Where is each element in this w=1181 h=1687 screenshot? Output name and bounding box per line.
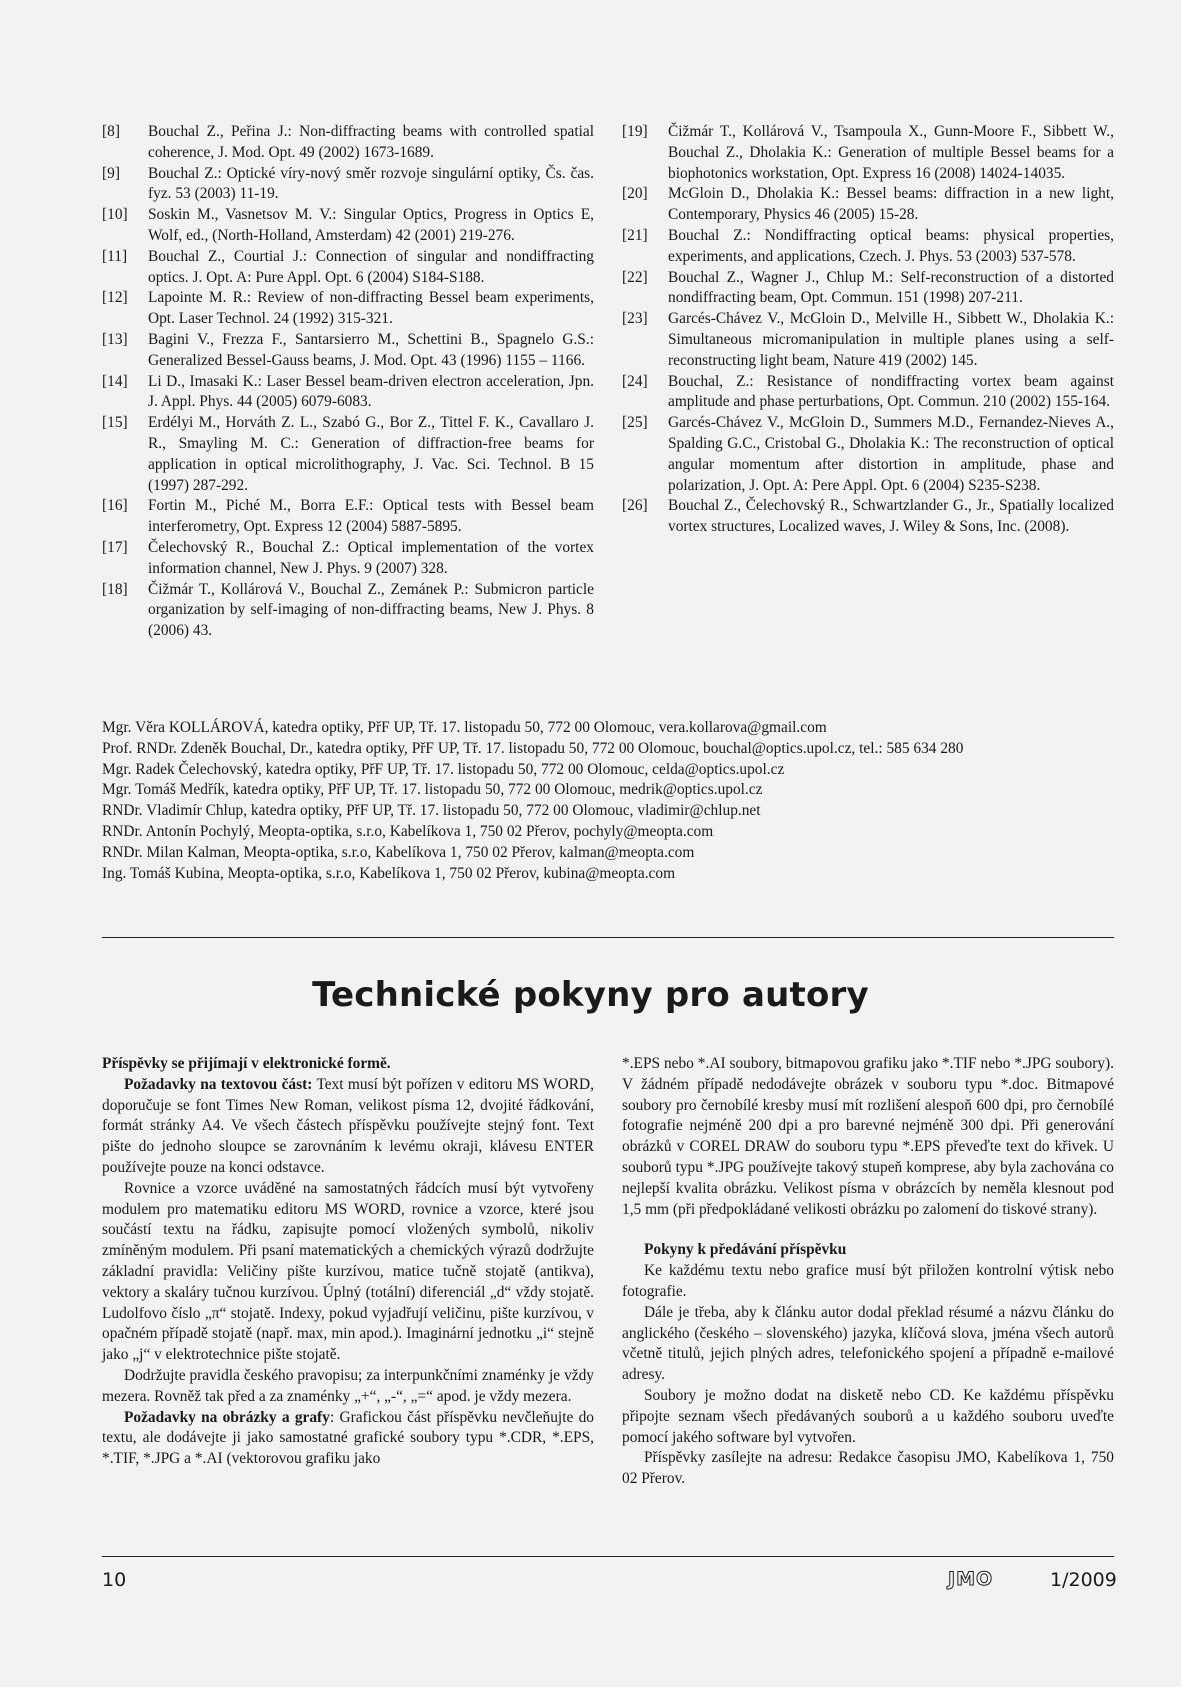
reference-text: Bouchal Z., Courtial J.: Connection of singular and nondiffracting optics. J. Opt. A: Pure Appl. Opt. 6 (2004) S184-S188. [148,247,594,286]
reference-item [622,268,1114,310]
affiliation-line: RNDr. Antonín Pochylý, Meopta-optika, s.r.o, Kabelíkova 1, 750 02 Přerov, pochyly@meopta.com [102,822,714,840]
reference-number: [17] [102,538,128,556]
reference-text: Čižmár T., Kollárová V., Tsampoula X., Gunn-Moore F., Sibbett W., Bouchal Z., Dholakia K.: Generation of multiple Bessel beams for a biophotonics workstation, Opt. Express 16 (2008) 14024-14035. [668,123,1114,182]
reference-text: Bouchal Z., Čelechovský R., Schwartzlander G., Jr., Spatially localized vortex structures, Localized waves, J. Wiley & Sons, Inc. (2008). [668,497,1114,536]
reference-number: [24] [622,372,648,390]
reference-number: [12] [102,289,128,307]
reference-number: [23] [622,310,648,328]
reference-item [622,184,1114,226]
reference-item [102,164,594,206]
reference-number: [26] [622,497,648,515]
reference-number: [22] [622,268,648,286]
reference-item [102,330,594,372]
section-title: Technické pokyny pro autory [312,975,869,1015]
reference-text: Garcés-Chávez V., McGloin D., Summers M.D., Fernandez-Nieves A., Spalding G.C., Cristobal G., Dholakia K.: The reconstruction of optical angular momentum after distortion in amplitude, phase and polarization, J. Opt. A: Pere Appl. Opt. 6 (2004) S235-S238. [668,414,1114,494]
reference-number: [11] [102,247,128,265]
instructions-left-column [102,1054,594,1470]
reference-item [102,580,594,642]
affiliation-line: Mgr. Tomáš Medřík, katedra optiky, PřF UP, Tř. 17. listopadu 50, 772 00 Olomouc, medrik@optics.upol.cz [102,781,763,799]
page-number: 10 [102,1569,127,1591]
jmo-logo: JMO [948,1568,994,1590]
reference-item [102,205,594,247]
reference-text: Fortin M., Piché M., Borra E.F.: Optical tests with Bessel beam interferometry, Opt. Express 12 (2004) 5887-5895. [148,497,594,536]
references-right [622,122,1114,538]
reference-number: [15] [102,414,128,432]
affiliation-line: RNDr. Milan Kalman, Meopta-optika, s.r.o, Kabelíkova 1, 750 02 Přerov, kalman@meopta.com [102,843,695,861]
reference-number: [20] [622,185,648,203]
text-requirements-paragraph: Požadavky na textovou část: Text musí být pořízen v editoru MS WORD, doporučuje se font Times New Roman, velikost písma 12, dvojité řádkování, formát stránky A4. Ve všech částech příspěvku používejte stejný font. Text pište do jednoho sloupce se zarovnáním k levému okraji, klávesu ENTER používejte pouze na konci odstavce. [102,1075,594,1176]
reference-text: Lapointe M. R.: Review of non-diffracting Bessel beam experiments, Opt. Laser Technol. 24 (1992) 315-321. [148,289,594,328]
graphics-continued-paragraph: *.EPS nebo *.AI soubory, bitmapovou grafiku jako *.TIF nebo *.JPG soubory). V žádném případě nedodávejte obrázek v souboru typu *.doc. Bitmapové soubory pro černobílé kresby musí mít rozlišení alespoň 600 dpi, pro černobílé fotografie nejméně 200 dpi a pro barevné nejméně 300 dpi. Při generování obrázků v COREL DRAW do souboru typu *.EPS převeďte text do křivek. U souborů typu *.JPG používejte takový stupeň komprese, aby byla zachována co nejlepší kvalita obrázku. Velikost písma v obrázcích by neměla klesnout pod 1,5 mm (při předpokládané velikosti obrázku po zalomení do tiskové strany). [622,1055,1114,1218]
reference-item [102,122,594,164]
reference-text: McGloin D., Dholakia K.: Bessel beams: diffraction in a new light, Contemporary, Physics 46 (2005) 15-28. [668,185,1114,224]
section-divider [102,937,1114,938]
issue-number: 1/2009 [1050,1569,1117,1591]
affiliation-line: Prof. RNDr. Zdeněk Bouchal, Dr., katedra optiky, PřF UP, Tř. 17. listopadu 50, 772 00 Olomouc, bouchal@optics.upol.cz, tel.: 585 634 280 [102,739,964,757]
reference-item [102,247,594,289]
reference-text: Li D., Imasaki K.: Laser Bessel beam-driven electron acceleration, Jpn. J. Appl. Phys. 44 (2005) 6079-6083. [148,372,594,411]
reference-text: Garcés-Chávez V., McGloin D., Melville H., Sibbett W., Dholakia K.: Simultaneous micromanipulation in multiple planes using a self-reconstructing light beam, Nature 419 (2002) 145. [668,310,1114,369]
intro-heading: Příspěvky se přijímají v elektronické formě. [102,1055,391,1072]
reference-item [622,372,1114,414]
reference-text: Bouchal Z.: Nondiffracting optical beams: physical properties, experiments, and applications, Czech. J. Phys. 53 (2003) 537-578. [668,226,1114,265]
author-affiliations [102,718,1114,884]
reference-number: [18] [102,580,128,598]
reference-text: Bouchal, Z.: Resistance of nondiffracting vortex beam against amplitude and phase perturbations, Opt. Commun. 210 (2002) 155-164. [668,372,1114,411]
instructions-right-column [622,1054,1114,1490]
reference-number: [9] [102,164,120,182]
equations-paragraph: Rovnice a vzorce uváděné na samostatných řádcích musí být vytvořeny modulem pro matematiku editoru MS WORD, rovnice a vzorce, které jsou součástí textu na řádku, zapisujte pomocí vložených symbolů, nikoliv zmíněným modulem. Při psaní matematických a chemických výrazů dodržujte základní pravidla: Veličiny pište kurzívou, matice tučně stojatě (antikva), vektory a skaláry tučnou kurzívou. Úplný (totální) diferenciál „d“ vždy stojatě. Ludolfovo číslo „π“ stojatě. Indexy, pokud vyjadřují veličinu, pište kurzívou, v opačném případě stojatě (např. max, min apod.). Imaginární jednotku „i“ stejně jako „j“ v elektrotechnice pište stojatě. [102,1179,594,1364]
reference-number: [16] [102,497,128,515]
affiliation-line: Mgr. Věra KOLLÁROVÁ, katedra optiky, PřF UP, Tř. 17. listopadu 50, 772 00 Olomouc, vera.kollarova@gmail.com [102,719,827,736]
printout-paragraph: Ke každému textu nebo grafice musí být přiložen kontrolní výtisk nebo fotografie. [622,1262,1114,1300]
address-paragraph: Příspěvky zasílejte na adresu: Redakce časopisu JMO, Kabelíkova 1, 750 02 Přerov. [622,1449,1114,1488]
references-left [102,122,594,642]
reference-item [622,309,1114,371]
affiliation-line: Mgr. Radek Čelechovský, katedra optiky, PřF UP, Tř. 17. listopadu 50, 772 00 Olomouc, celda@optics.upol.cz [102,760,785,778]
reference-text: Čižmár T., Kollárová V., Bouchal Z., Zemánek P.: Submicron particle organization by self-imaging of non-diffracting beams, New J. Phys. 8 (2006) 43. [148,580,594,640]
reference-number: [10] [102,206,128,224]
reference-text: Bouchal Z., Peřina J.: Non-diffracting beams with controlled spatial coherence, J. Mod. Opt. 49 (2002) 1673-1689. [148,123,594,161]
reference-number: [13] [102,330,128,348]
reference-item [622,226,1114,268]
affiliation-line: RNDr. Vladimír Chlup, katedra optiky, PřF UP, Tř. 17. listopadu 50, 772 00 Olomouc, vladimir@chlup.net [102,802,761,820]
reference-text: Čelechovský R., Bouchal Z.: Optical implementation of the vortex information channel, New J. Phys. 9 (2007) 328. [148,538,594,577]
reference-item [102,372,594,414]
reference-text: Bagini V., Frezza F., Santarsierro M., Schettini B., Spagnelo G.S.: Generalized Bessel-Gauss beams, J. Mod. Opt. 43 (1996) 1155 – 1166. [148,330,594,369]
reference-number: [25] [622,414,648,432]
reference-number: [21] [622,226,648,244]
spelling-paragraph: Dodržujte pravidla českého pravopisu; za interpunkčními znaménky je vždy mezera. Rovněž tak před a za znaménky „+“, „-“, „=“ apod. je vždy mezera. [102,1366,594,1405]
footer-divider [102,1556,1114,1557]
submission-heading: Pokyny k předávání příspěvku [644,1241,847,1259]
reference-text: Erdélyi M., Horváth Z. L., Szabó G., Bor Z., Tittel F. K., Cavallaro J. R., Smayling M. C.: Generation of diffraction-free beams for application in optical microlithography, J. Vac. Sci. Technol. B 15 (1997) 287-292. [148,414,594,494]
reference-item [102,413,594,496]
reference-text: Soskin M., Vasnetsov M. V.: Singular Optics, Progress in Optics E, Wolf, ed., (North-Holland, Amsterdam) 42 (2001) 219-276. [148,206,594,244]
reference-item [102,496,594,538]
reference-text: Bouchal Z.: Optické víry-nový směr rozvoje singulární optiky, Čs. čas. fyz. 53 (2003) 11-19. [148,164,594,203]
reference-text: Bouchal Z., Wagner J., Chlup M.: Self-reconstruction of a distorted nondiffracting beam, Opt. Commun. 151 (1998) 207-211. [668,268,1114,307]
reference-item [102,288,594,330]
reference-item [622,122,1114,184]
reference-number: [19] [622,123,648,140]
reference-number: [14] [102,372,128,390]
reference-item [622,413,1114,496]
graphics-requirements-paragraph: Požadavky na obrázky a grafy: Grafickou část příspěvku nevčleňujte do textu, ale dodávejte ji jako samostatné grafické soubory typu *.CDR, *.EPS, *.TIF, *.JPG a *.AI (vektorovou grafiku jako [102,1408,594,1468]
reference-number: [8] [102,123,120,140]
reference-item [102,538,594,580]
translation-paragraph: Dále je třeba, aby k článku autor dodal překlad résumé a názvu článku do anglického (českého – slovenského) jazyka, klíčová slova, jména všech autorů včetně titulů, jejich plných adres, telefonického spojení a případně e-mailové adresy. [622,1303,1114,1384]
files-paragraph: Soubory je možno dodat na disketě nebo CD. Ke každému příspěvku připojte seznam všech předávaných souborů a u každého souboru uveďte pomocí jakého software byl vytvořen. [622,1386,1114,1446]
reference-item [622,496,1114,538]
affiliation-line: Ing. Tomáš Kubina, Meopta-optika, s.r.o, Kabelíkova 1, 750 02 Přerov, kubina@meopta.com [102,864,676,882]
